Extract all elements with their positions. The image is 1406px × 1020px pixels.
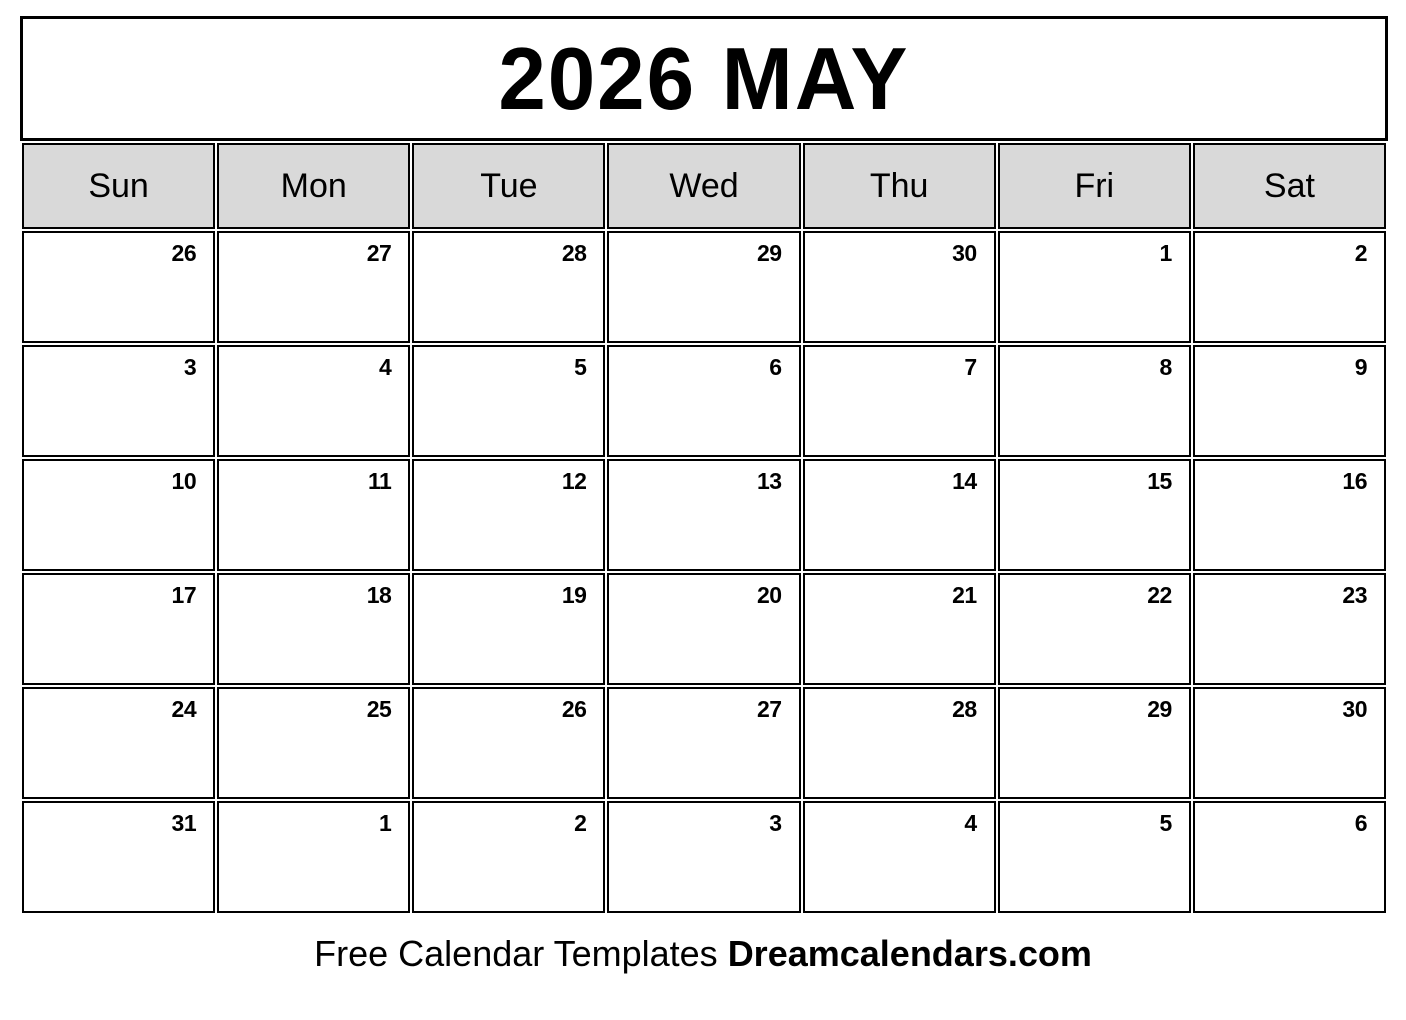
day-cell [22, 687, 215, 799]
day-number: 25 [366, 696, 392, 722]
day-number: 15 [1147, 468, 1172, 494]
day-number: 30 [952, 240, 977, 266]
day-number: 29 [1147, 696, 1172, 722]
calendar-grid [20, 141, 1388, 915]
weekday-header-thu: Thu [803, 143, 996, 229]
day-number: 17 [171, 582, 197, 608]
weekday-header-sun: Sun [22, 143, 215, 229]
day-cell [1193, 687, 1386, 799]
day-number: 7 [964, 354, 977, 380]
day-number: 3 [183, 354, 197, 380]
day-cell [217, 801, 410, 913]
calendar-weekday-header [22, 143, 1386, 229]
day-number: 26 [561, 696, 587, 722]
day-cell [803, 687, 996, 799]
day-cell [607, 573, 800, 685]
day-number: 28 [561, 240, 587, 266]
day-number: 27 [366, 240, 392, 266]
day-number: 5 [574, 354, 587, 380]
weekday-row [22, 143, 1386, 229]
day-cell [1193, 231, 1386, 343]
day-number: 30 [1342, 696, 1367, 722]
day-number: 29 [756, 240, 782, 266]
day-cell [607, 231, 800, 343]
day-cell [998, 459, 1191, 571]
day-number: 20 [756, 582, 782, 608]
day-cell [22, 231, 215, 343]
day-number: 6 [1354, 810, 1367, 836]
day-cell [217, 687, 410, 799]
day-cell [998, 345, 1191, 457]
week-row-2 [22, 345, 1386, 457]
calendar-title-box [20, 16, 1388, 141]
week-row-3 [22, 459, 1386, 571]
day-number: 2 [574, 810, 587, 836]
day-cell [998, 231, 1191, 343]
day-cell [412, 345, 605, 457]
day-cell [412, 231, 605, 343]
weekday-header-sat: Sat [1193, 143, 1386, 229]
day-cell [607, 459, 800, 571]
day-cell [217, 231, 410, 343]
day-cell [217, 459, 410, 571]
day-cell [803, 459, 996, 571]
day-cell [1193, 801, 1386, 913]
day-cell [217, 573, 410, 685]
day-number: 11 [367, 468, 392, 494]
day-number: 4 [964, 810, 977, 836]
day-number: 9 [1354, 354, 1367, 380]
day-cell [1193, 345, 1386, 457]
day-cell [607, 345, 800, 457]
day-cell [607, 801, 800, 913]
day-number: 18 [366, 582, 392, 608]
week-row-1 [22, 231, 1386, 343]
day-number: 10 [171, 468, 197, 494]
day-number: 14 [952, 468, 977, 494]
day-cell [607, 687, 800, 799]
calendar-body [22, 231, 1386, 913]
day-cell [803, 801, 996, 913]
day-number: 1 [378, 810, 392, 836]
day-number: 1 [1159, 240, 1172, 266]
day-number: 2 [1354, 240, 1367, 266]
day-cell [22, 459, 215, 571]
day-cell [412, 573, 605, 685]
day-number: 21 [952, 582, 977, 608]
day-number: 27 [756, 696, 782, 722]
weekday-header-wed: Wed [607, 143, 800, 229]
footer [0, 933, 1406, 975]
day-cell [22, 573, 215, 685]
day-number: 31 [171, 810, 197, 836]
day-cell [998, 801, 1191, 913]
day-number: 5 [1159, 810, 1172, 836]
weekday-header-fri: Fri [998, 143, 1191, 229]
day-cell [803, 573, 996, 685]
day-cell [412, 801, 605, 913]
day-number: 13 [756, 468, 782, 494]
day-cell [412, 459, 605, 571]
week-row-5 [22, 687, 1386, 799]
day-cell [1193, 573, 1386, 685]
day-number: 4 [378, 354, 392, 380]
footer-brand: Dreamcalendars.com [727, 933, 1092, 974]
day-cell [1193, 459, 1386, 571]
day-number: 3 [769, 810, 782, 836]
day-number: 23 [1342, 582, 1367, 608]
day-number: 22 [1147, 582, 1172, 608]
footer-text: Free Calendar Templates [314, 933, 718, 974]
day-number: 24 [171, 696, 197, 722]
day-cell [22, 801, 215, 913]
weekday-header-tue: Tue [412, 143, 605, 229]
day-number: 8 [1159, 354, 1172, 380]
day-number: 12 [561, 468, 587, 494]
calendar-title: 2026 MAY [498, 28, 910, 128]
week-row-4 [22, 573, 1386, 685]
day-number: 28 [952, 696, 977, 722]
weekday-header-mon: Mon [217, 143, 410, 229]
day-cell [412, 687, 605, 799]
day-number: 16 [1342, 468, 1367, 494]
day-cell [998, 573, 1191, 685]
day-number: 26 [171, 240, 197, 266]
day-cell [217, 345, 410, 457]
day-cell [803, 231, 996, 343]
day-cell [803, 345, 996, 457]
day-number: 19 [561, 582, 587, 608]
day-cell [22, 345, 215, 457]
day-cell [998, 687, 1191, 799]
week-row-6 [22, 801, 1386, 913]
day-number: 6 [769, 354, 782, 380]
